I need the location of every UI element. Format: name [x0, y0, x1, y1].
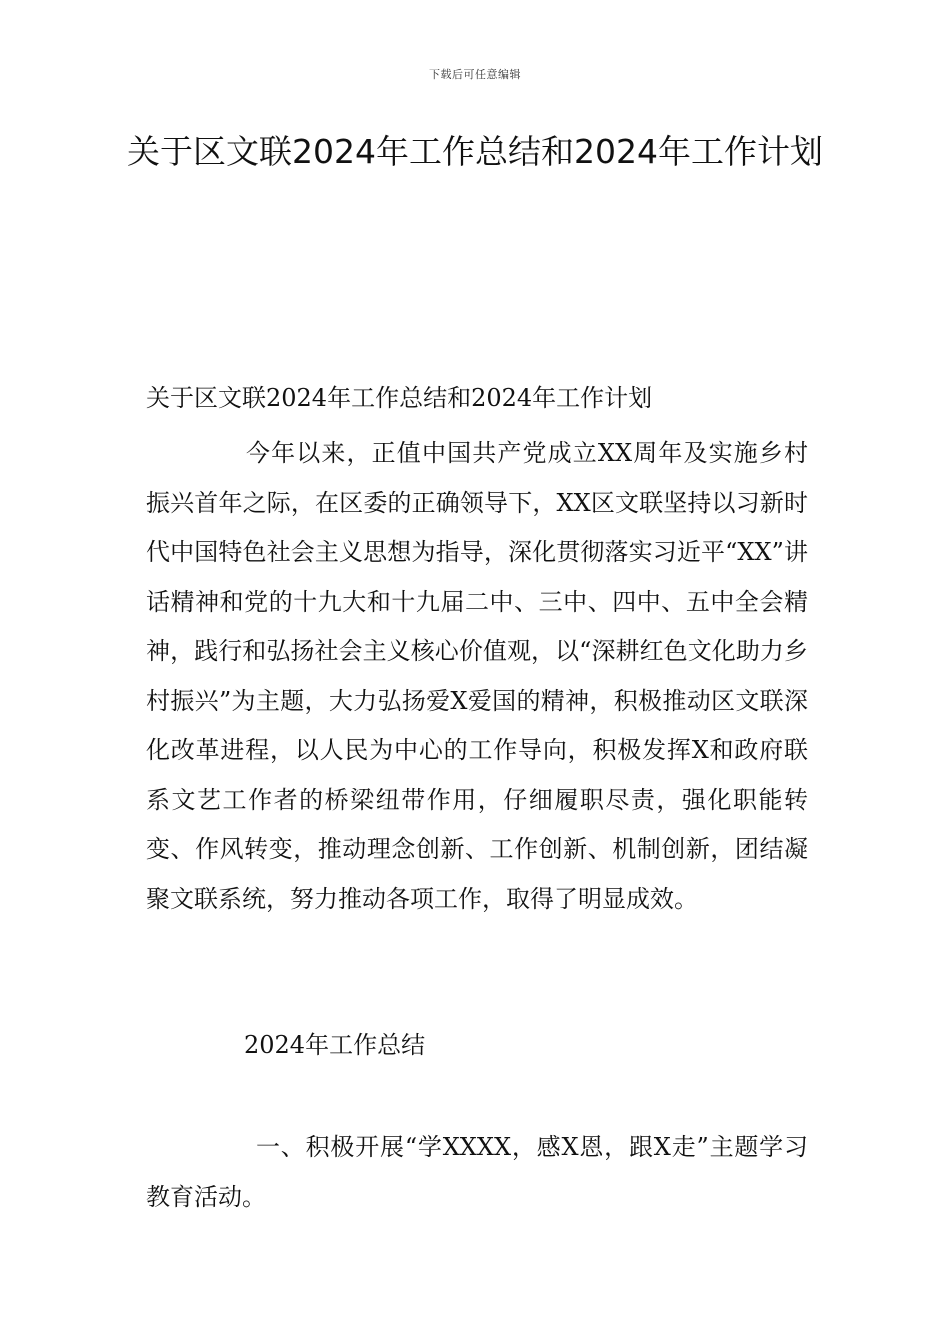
item-heading: 一、积极开展“学XXXX，感X恩，跟X走”主题学习教育活动。	[146, 1133, 808, 1211]
document-subtitle: 关于区文联2024年工作总结和2024年工作计划	[146, 384, 653, 412]
header-note: 下载后可任意编辑	[429, 68, 521, 81]
intro-paragraph: 今年以来，正值中国共产党成立XX周年及实施乡村振兴首年之际，在区委的正确领导下，XX区文联坚持以习新时代中国特色社会主义思想为指导，深化贯彻落实习近平“XX”讲话精神和党的十九大和十九届二中、三中、四中、五中全会精神，践行和弘扬社会主义核心价值观，以“深耕红色文化助力乡村振兴”为主题，大力弘扬爱X爱国的精神，积极推动区文联深化改革进程，以人民为中心的工作导向，积极发挥X和政府联系文艺工作者的桥梁纽带作用，仔细履职尽责，强化职能转变、作风转变，推动理念创新、工作创新、机制创新，团结凝聚文联系统，努力推动各项工作，取得了明显成效。	[146, 439, 808, 913]
document-title: 关于区文联2024年工作总结和2024年工作计划	[127, 132, 823, 171]
section-heading: 2024年工作总结	[244, 1031, 426, 1059]
